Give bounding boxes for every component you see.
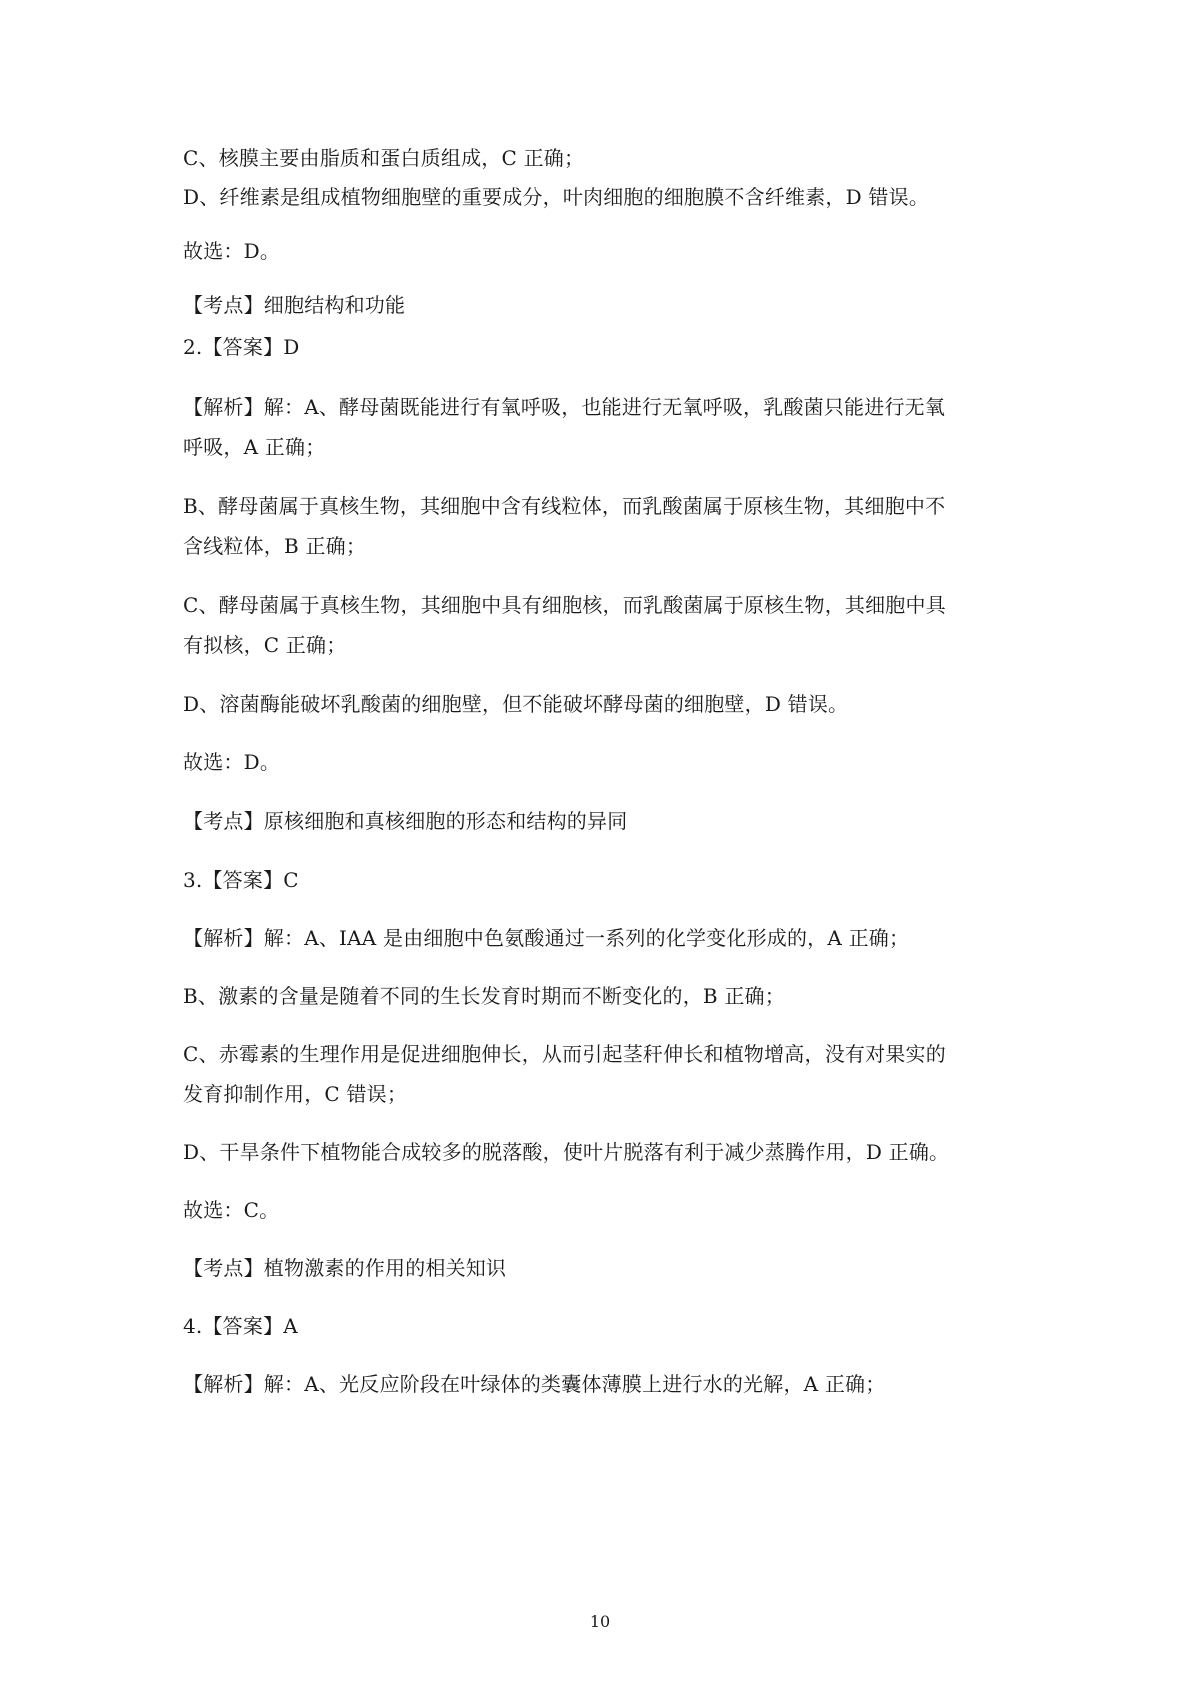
- answer-line: 2.【答案】D: [183, 335, 300, 359]
- analysis-line: C、赤霉素的生理作用是促进细胞伸长，从而引起茎秆伸长和植物增高，没有对果实的: [183, 1042, 946, 1066]
- key-point-line: 【考点】植物激素的作用的相关知识: [183, 1256, 507, 1280]
- conclusion-line: 故选：D。: [183, 750, 281, 774]
- key-point-line: 【考点】细胞结构和功能: [183, 293, 406, 317]
- analysis-line: B、激素的含量是随着不同的生长发育时期而不断变化的，B 正确；: [183, 984, 785, 1008]
- analysis-line: D、干旱条件下植物能合成较多的脱落酸，使叶片脱落有利于减少蒸腾作用，D 正确。: [183, 1140, 950, 1164]
- analysis-line: C、核膜主要由脂质和蛋白质组成，C 正确；: [183, 146, 585, 170]
- analysis-line: B、酵母菌属于真核生物，其细胞中含有线粒体，而乳酸菌属于原核生物，其细胞中不: [183, 494, 946, 518]
- key-point-line: 【考点】原核细胞和真核细胞的形态和结构的异同: [183, 809, 628, 833]
- page-number: 10: [589, 1612, 611, 1631]
- analysis-line: 【解析】解：A、酵母菌既能进行有氧呼吸，也能进行无氧呼吸，乳酸菌只能进行无氧: [183, 395, 946, 419]
- analysis-line: D、纤维素是组成植物细胞壁的重要成分，叶肉细胞的细胞膜不含纤维素，D 错误。: [183, 185, 930, 209]
- analysis-line: D、溶菌酶能破坏乳酸菌的细胞壁，但不能破坏酵母菌的细胞壁，D 错误。: [183, 692, 849, 716]
- answer-line: 3.【答案】C: [183, 868, 299, 892]
- conclusion-line: 故选：C。: [183, 1198, 280, 1222]
- answer-line: 4.【答案】A: [183, 1314, 298, 1338]
- analysis-line: 【解析】解：A、IAA 是由细胞中色氨酸通过一系列的化学变化形成的，A 正确；: [183, 926, 910, 950]
- analysis-line: 含线粒体，B 正确；: [183, 534, 367, 558]
- analysis-line: 发育抑制作用，C 错误；: [183, 1082, 408, 1106]
- conclusion-line: 故选：D。: [183, 239, 281, 263]
- analysis-line: 有拟核，C 正确；: [183, 633, 347, 657]
- analysis-line: 呼吸，A 正确；: [183, 435, 326, 459]
- analysis-line: 【解析】解：A、光反应阶段在叶绿体的类囊体薄膜上进行水的光解，A 正确；: [183, 1372, 886, 1396]
- analysis-line: C、酵母菌属于真核生物，其细胞中具有细胞核，而乳酸菌属于原核生物，其细胞中具: [183, 593, 946, 617]
